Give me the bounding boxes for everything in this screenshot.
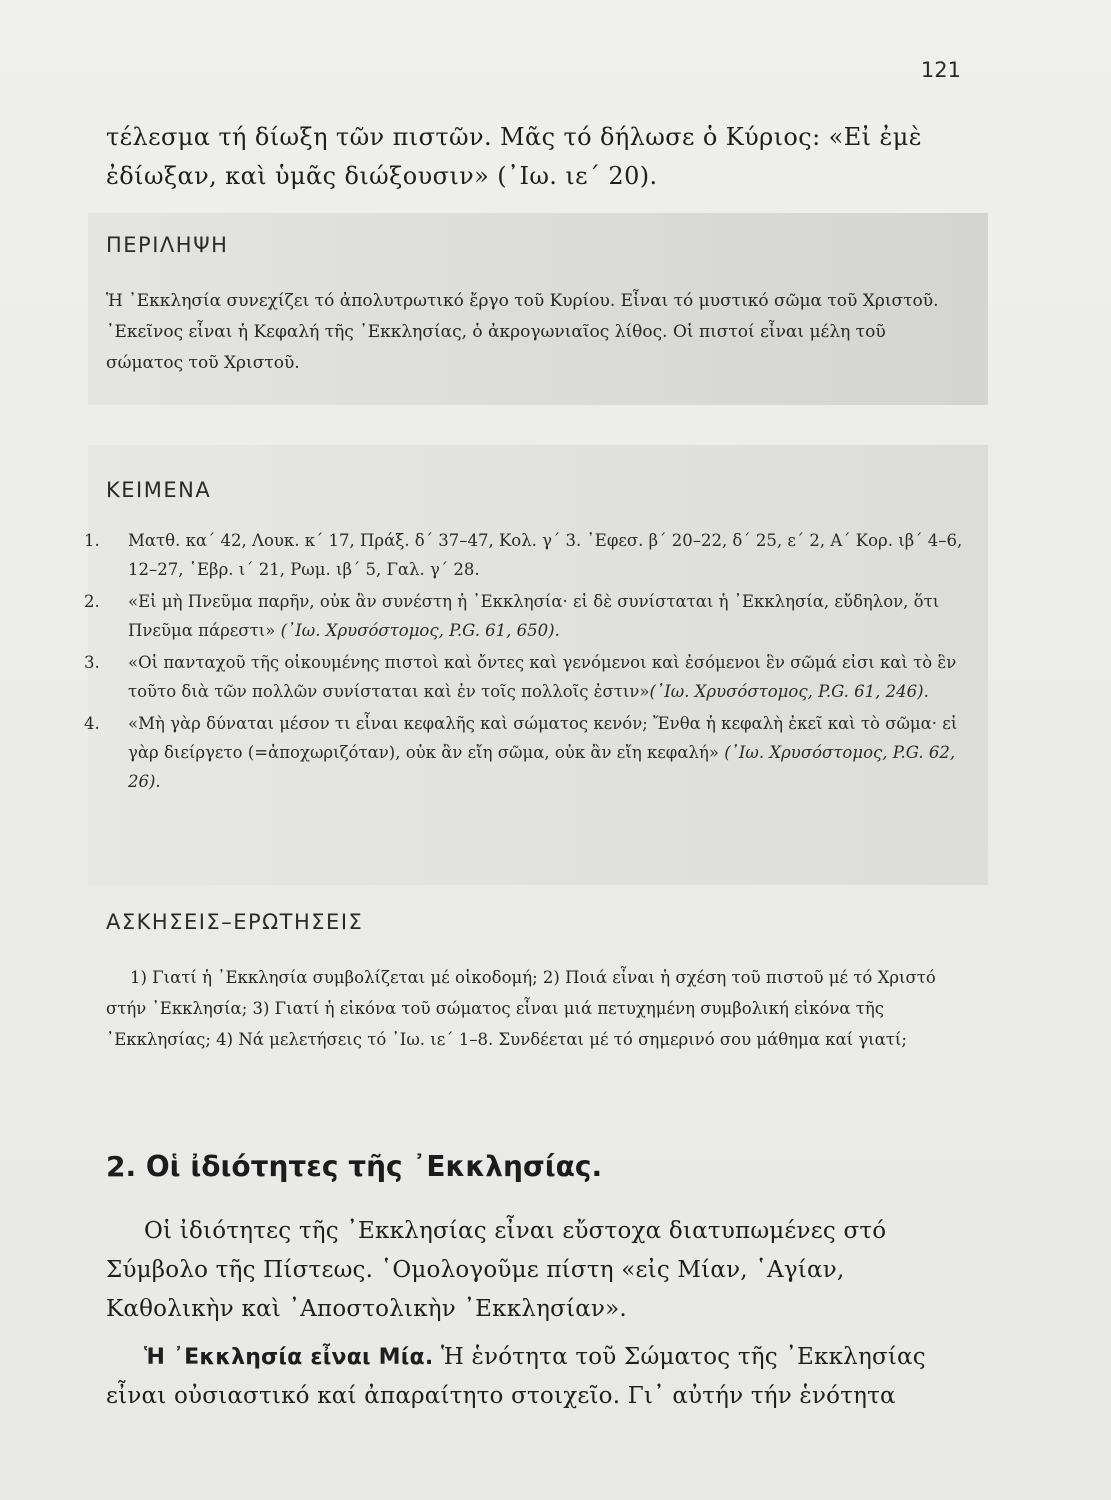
list-item-source: (᾿Ιω. Χρυσόστομος, P.G. 61, 650).	[280, 621, 560, 640]
intro-paragraph: τέλεσμα τή δίωξη τῶν πιστῶν. Μᾶς τό δήλωσε ὁ Κύριος: «Εἰ ἐμὲ ἐδίωξαν, καὶ ὑμᾶς διώξουσιν» (᾿Ιω. ιε΄ 20).	[106, 123, 923, 190]
list-item-source: (᾿Ιω. Χρυσόστομος, P.G. 62, 26).	[128, 743, 956, 791]
exercises-heading: ΑΣΚΗΣΕΙΣ–ΕΡΩΤΗΣΕΙΣ	[106, 910, 364, 934]
summary-text: Ἡ ᾿Εκκλησία συνεχίζει τό ἀπολυτρωτικό ἔργο τοῦ Κυρίου. Εἶναι τό μυστικό σῶμα τοῦ Χριστοῦ. ᾿Εκεῖνος εἶναι ἡ Κεφαλή τῆς ᾿Εκκλησίας, ὁ ἀκρογωνιαῖος λίθος. Οἱ πιστοί εἶναι μέλη τοῦ σώματος τοῦ Χριστοῦ.	[106, 291, 939, 373]
list-item-text: «Εἰ μὴ Πνεῦμα παρῆν, οὐκ ἂν συνέστη ἡ ᾿Εκκλησία· εἰ δὲ συνίσταται ἡ ᾿Εκκλησία, εὔδηλον, ὅτι Πνεῦμα πάρεστι»	[128, 592, 940, 640]
exercises-text: 1) Γιατί ἡ ᾿Εκκλησία συμβολίζεται μέ οἰκοδομή; 2) Ποιά εἶναι ἡ σχέση τοῦ πιστοῦ μέ τό Χριστό στήν ᾿Εκκλησία; 3) Γιατί ἡ εἰκόνα τοῦ σώματος εἶναι μιά πετυχημένη συμβολική εἰκόνα τῆς ᾿Εκκλησίας; 4) Νά μελετήσεις τό ᾿Ιω. ιε΄ 1–8. Συνδέεται μέ τό σημερινό σου μάθημα καί γιατί;	[106, 968, 936, 1049]
list-item	[84, 709, 966, 796]
list-item-number: 1.	[84, 531, 100, 550]
list-item-text: «Μὴ γὰρ δύναται μέσον τι εἶναι κεφαλῆς καὶ σώματος κενόν; Ἔνθα ἡ κεφαλὴ ἐκεῖ καὶ τὸ σῶμα· εἰ γὰρ διείργετο (=ἀποχωριζόταν), οὐκ ἂν εἴη σῶμα, οὐκ ἂν εἴη κεφαλή»	[128, 714, 958, 762]
list-item-number: 4.	[84, 714, 100, 733]
texts-heading: ΚΕΙΜΕΝΑ	[106, 478, 212, 502]
texts-list	[84, 526, 966, 799]
paragraph-lead-heading: Ἡ ᾿Εκκλησία εἶναι Μία.	[144, 1345, 434, 1370]
lesson-paragraph: Οἱ ἰδιότητες τῆς ᾿Εκκλησίας εἶναι εὔστοχα διατυπωμένες στό Σύμβολο τῆς Πίστεως. ῾Ομολογοῦμε πίστη «εἰς Μίαν, ῾Αγίαν, Καθολικὴν καὶ ᾿Αποστολικὴν ᾿Εκκλησίαν».	[106, 1218, 887, 1322]
list-item	[84, 526, 966, 584]
lesson-title: 2. Οἱ ἰδιότητες τῆς ᾿Εκκλησίας.	[106, 1150, 603, 1183]
list-item-source: (᾿Ιω. Χρυσόστομος, P.G. 61, 246).	[649, 682, 929, 701]
summary-heading: ΠΕΡΙΛΗΨΗ	[106, 233, 229, 257]
list-item	[84, 648, 966, 706]
list-item-number: 2.	[84, 592, 100, 611]
page-number: 121	[920, 58, 961, 82]
list-item	[84, 587, 966, 645]
list-item-text: Ματθ. κα΄ 42, Λουκ. κ΄ 17, Πράξ. δ΄ 37–47, Κολ. γ΄ 3. ᾿Εφεσ. β΄ 20–22, δ΄ 25, ε΄ 2, Α΄ Κορ. ιβ΄ 4–6, 12–27, ῾Εβρ. ι΄ 21, Ρωμ. ιβ΄ 5, Γαλ. γ΄ 28.	[128, 531, 963, 579]
list-item-text: «Οἱ πανταχοῦ τῆς οἰκουμένης πιστοὶ καὶ ὄντες καὶ γενόμενοι καὶ ἐσόμενοι ἓν σῶμά εἰσι καὶ τὸ ἓν τοῦτο διὰ τῶν πολλῶν συνίσταται καὶ ἐν τοῖς πολλοῖς ἐστιν»	[128, 653, 957, 701]
lesson-paragraph	[106, 1338, 966, 1416]
list-item-number: 3.	[84, 653, 100, 672]
paragraph-text: Ἡ ἑνότητα τοῦ Σώματος τῆς ᾿Εκκλησίας εἶναι οὐσιαστικό καί ἀπαραίτητο στοιχεῖο. Γι᾿ αὐτήν τήν ἑνότητα	[106, 1344, 926, 1409]
